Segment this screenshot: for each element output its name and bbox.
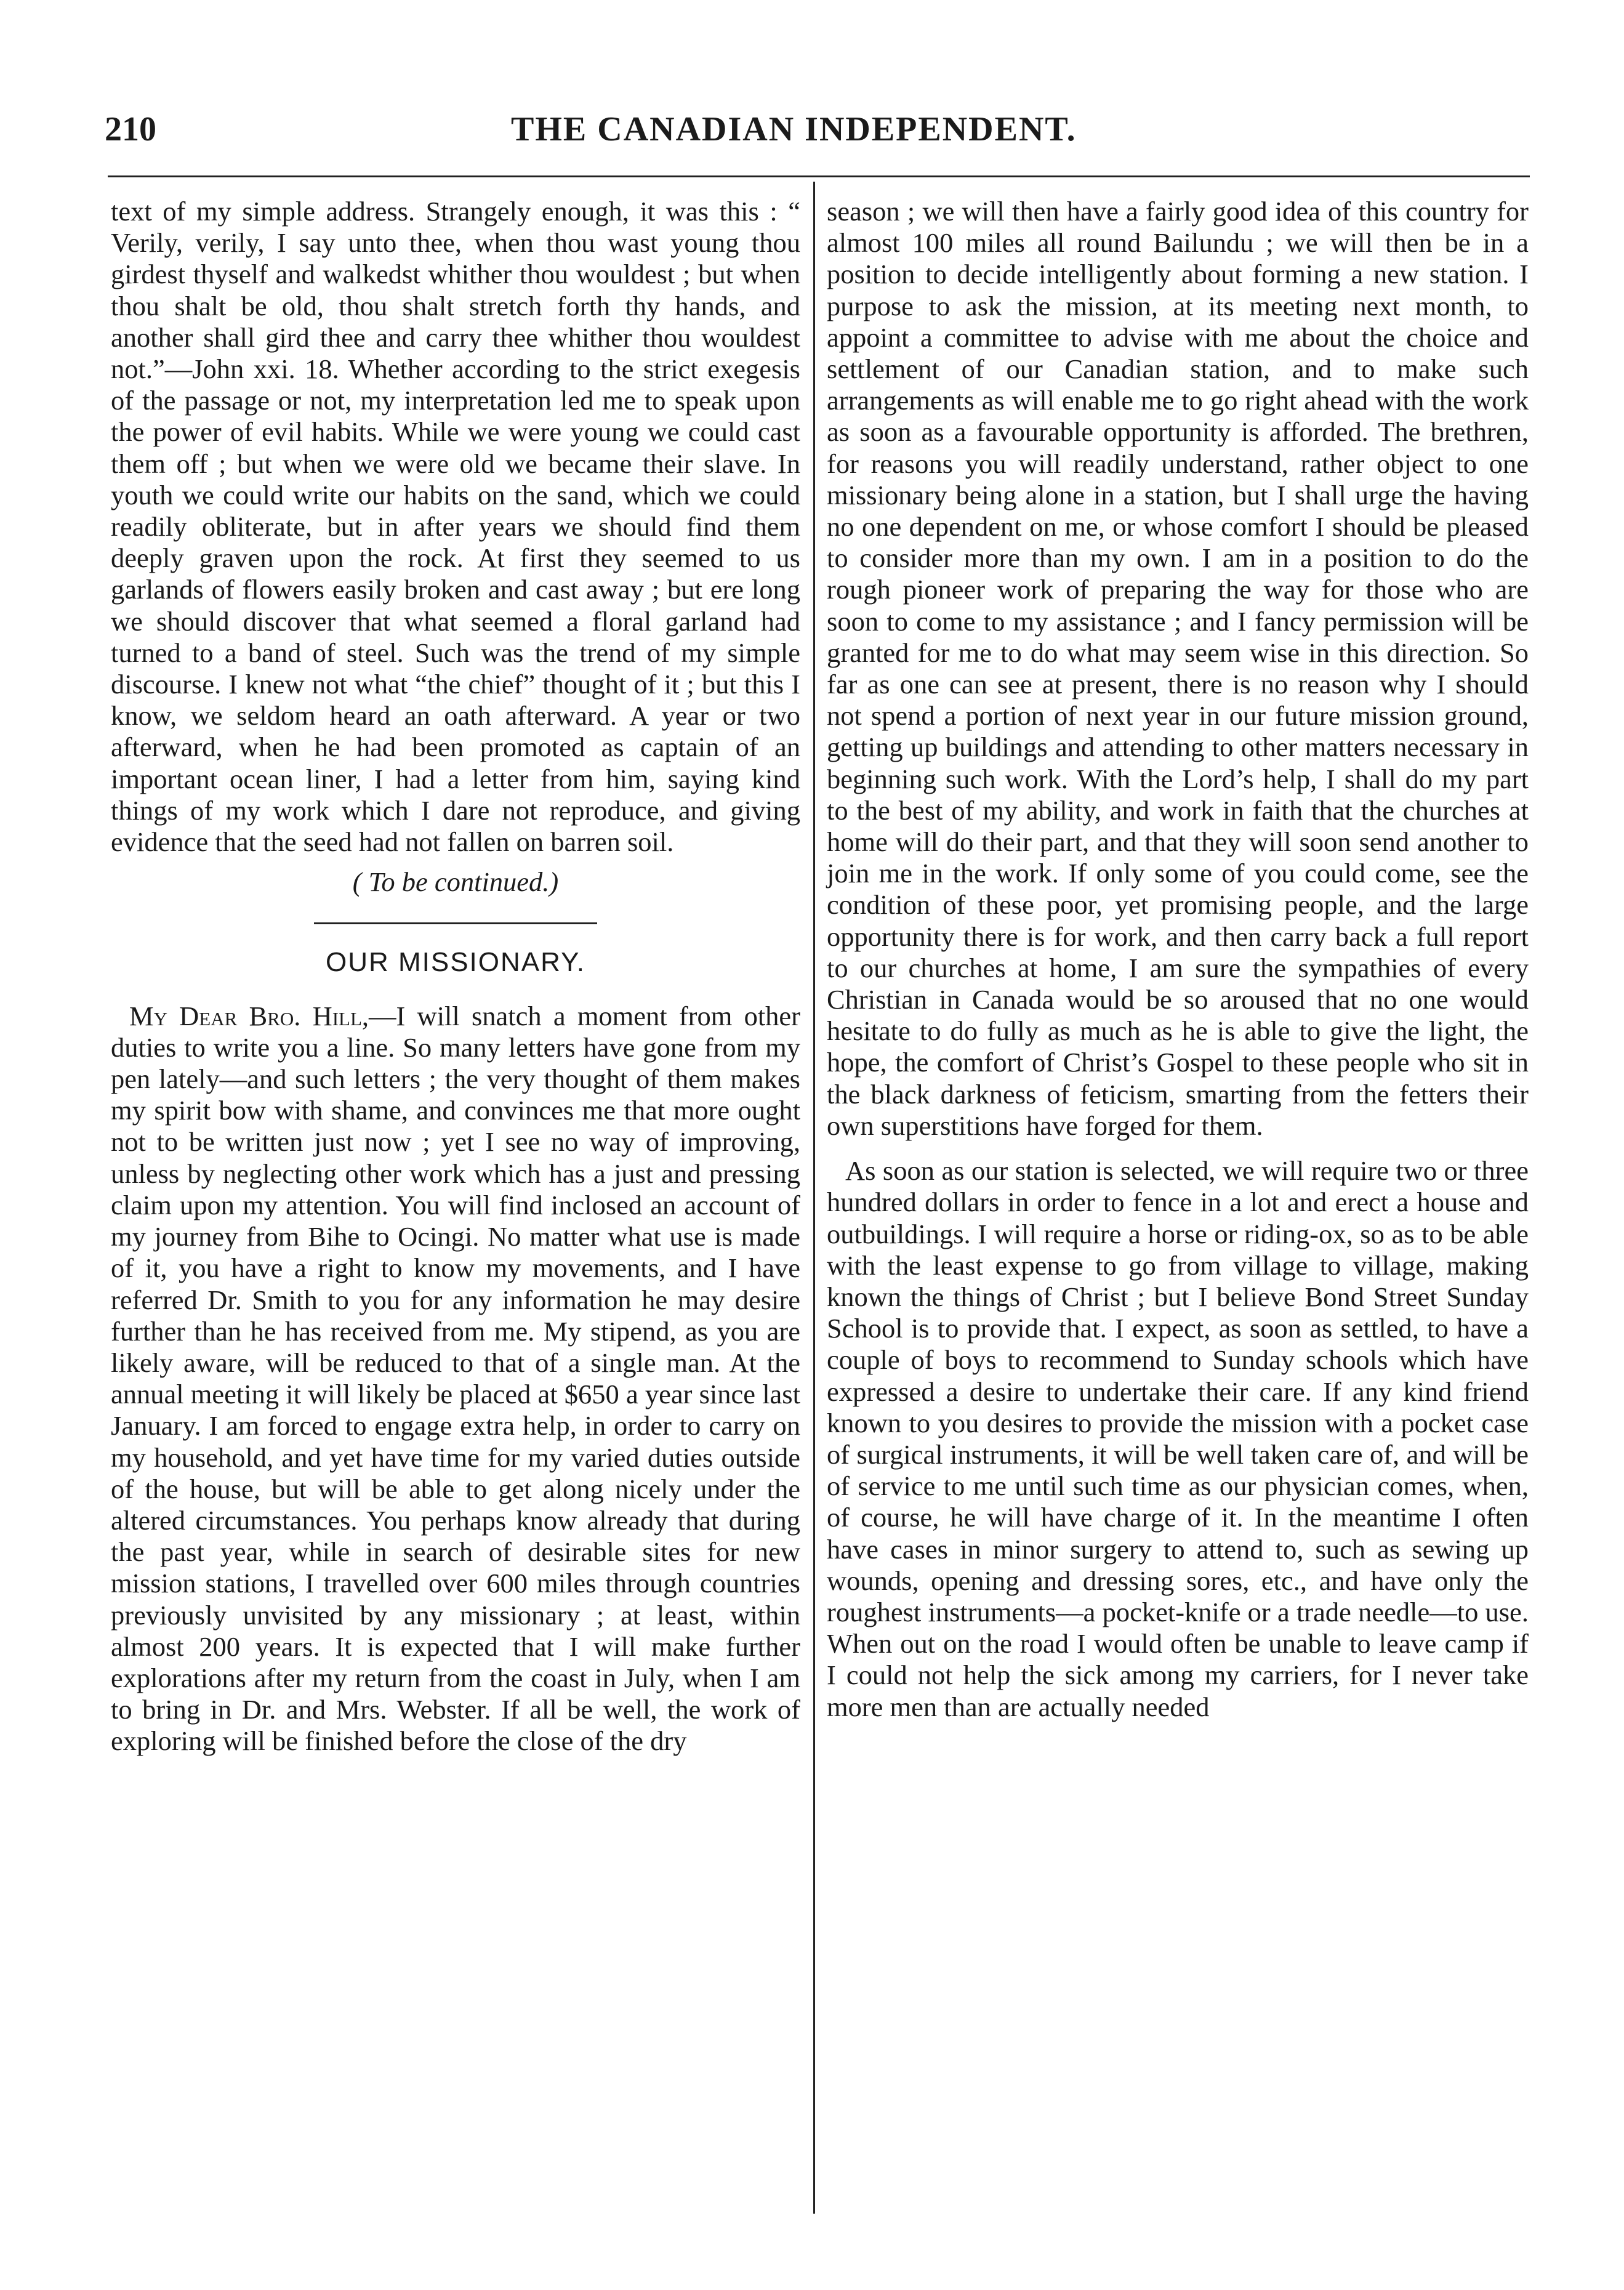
letter-salutation: My Dear Bro. Hill, xyxy=(129,1000,369,1031)
column-divider xyxy=(813,182,815,2214)
running-title: THE CANADIAN INDEPENDENT. xyxy=(511,110,1077,148)
section-divider xyxy=(314,922,597,924)
header-rule xyxy=(108,175,1530,177)
page-header xyxy=(105,103,1539,165)
article-continuation-paragraph: text of my simple address. Strangely enough, it was this : “ Verily, verily, I say unto thee, when thou wast young thou girdest thyself and walkedst whither thou wouldest ; but when thou shalt be old, thou shalt stretch forth thy hands, and another shall gird thee and carry thee whither thou wouldest not.”—John xxi. 18. Whether according to the strict exegesis of the passage or not, my interpretation led me to speak upon the power of evil habits. While we were young we could cast them off ; but when we were old we became their slave. In youth we could write our habits on the sand, which we could readily obliterate, but in after years we should find them deeply graven upon the rock. At first they seemed to us garlands of flowers easily broken and cast away ; but ere long we should discover that what seemed a floral garland had turned to a band of steel. Such was the trend of my simple discourse. I knew not what “the chief” thought of it ; but this I know, we seldom heard an oath afterward. A year or two afterward, when he had been promoted as captain of an important ocean liner, I had a letter from him, saying kind things of my work which I dare not reproduce, and giving evidence that the seed had not fallen on barren soil. xyxy=(111,196,800,858)
page-number: 210 xyxy=(105,110,156,148)
letter-opening-paragraph xyxy=(111,1001,800,1757)
section-title: OUR MISSIONARY. xyxy=(325,947,586,978)
letter-paragraph-station: As soon as our station is selected, we will require two or three hundred dollars in order to fence in a lot and erect a house and outbuildings. I will require a horse or riding-ox, so as to be able with the least expense to go from village to village, making known the things of Christ ; but I believe Bond Street Sunday School is to provide that. I expect, as soon as settled, to have a couple of boys to recommend to Sunday schools which have expressed a desire to undertake their care. If any kind friend known to you desires to provide the mission with a pocket case of surgical instruments, it will be well taken care of, and will be of service to me until such time as our physician comes, when, of course, he will have charge of it. In the meantime I often have cases in minor surgery to attend to, such as sewing up wounds, opening and dressing sores, etc., and have only the roughest instruments—a pocket-knife or a trade needle—to use. When out on the road I would often be unable to leave camp if I could not help the sick among my carriers, for I never take more men than are actually needed xyxy=(827,1155,1529,1722)
to-be-continued-note: ( To be continued.) xyxy=(352,866,559,898)
letter-paragraph-continued: season ; we will then have a fairly good idea of this country for almost 100 miles all round Bailundu ; we will then be in a position to decide intelligently about forming a new station. I purpose to ask the mission, at its meeting next month, to appoint a committee to advise with me about the choice and settlement of our Canadian station, and to make such arrangements as will enable me to go right ahead with the work as soon as a favourable opportunity is afforded. The brethren, for reasons you will readily understand, rather object to one missionary being alone in a station, but I shall urge the having no one dependent on me, or whose comfort I should be pleased to consider more than my own. I am in a position to do the rough pioneer work of preparing the way for those who are soon to come to my assistance ; and I fancy permission will be granted for me to do what may seem wise in this direction. So far as one can see at present, there is no reason why I should not spend a portion of next year in our future mission ground, getting up buildings and attending to other matters necessary in beginning such work. With the Lord’s help, I shall do my part to the best of my ability, and work in faith that the churches at home will do their part, and that they will soon send another to join me in the work. If only some of you could come, see the condition of these poor, yet promising people, and the large opportunity there is for work, and then carry back a full report to our churches at home, I am sure the sympathies of every Christian in Canada would be so aroused that no one would hesitate to do fully as much as he is able to give the light, the hope, the comfort of Christ’s Gospel to these people who sit in the black darkness of feticism, smarting from the fetters their own superstitions have forged for them. xyxy=(827,196,1529,1141)
right-column xyxy=(827,196,1529,1723)
left-column xyxy=(111,196,800,1757)
letter-opening-text: —I will snatch a moment from other duties to write you a line. So many letters have gone from my pen lately—and such letters ; the very thought of them makes my spirit bow with shame, and convinces me that more ought not to be written just now ; yet I see no way of improving, unless by neglecting other work which has a just and pressing claim upon my attention. You will find inclosed an account of my journey from Bihe to Ocingi. No matter what use is made of it, you have a right to know my movements, and I have referred Dr. Smith to you for any information he may desire further than he has received from me. My stipend, as you are likely aware, will be reduced to that of a single man. At the annual meeting it will likely be placed at $650 a year since last January. I am forced to engage extra help, in order to carry on my household, and yet have time for my varied duties outside of the house, but will be able to get along nicely under the altered circumstances. You perhaps know already that during the past year, while in search of desirable sites for new mission stations, I travelled over 600 miles through countries previously unvisited by any missionary ; at least, within almost 200 years. It is expected that I will make further explorations after my return from the coast in July, when I am to bring in Dr. and Mrs. Webster. If all be well, the work of exploring will be finished before the close of the dry xyxy=(111,1000,800,1757)
